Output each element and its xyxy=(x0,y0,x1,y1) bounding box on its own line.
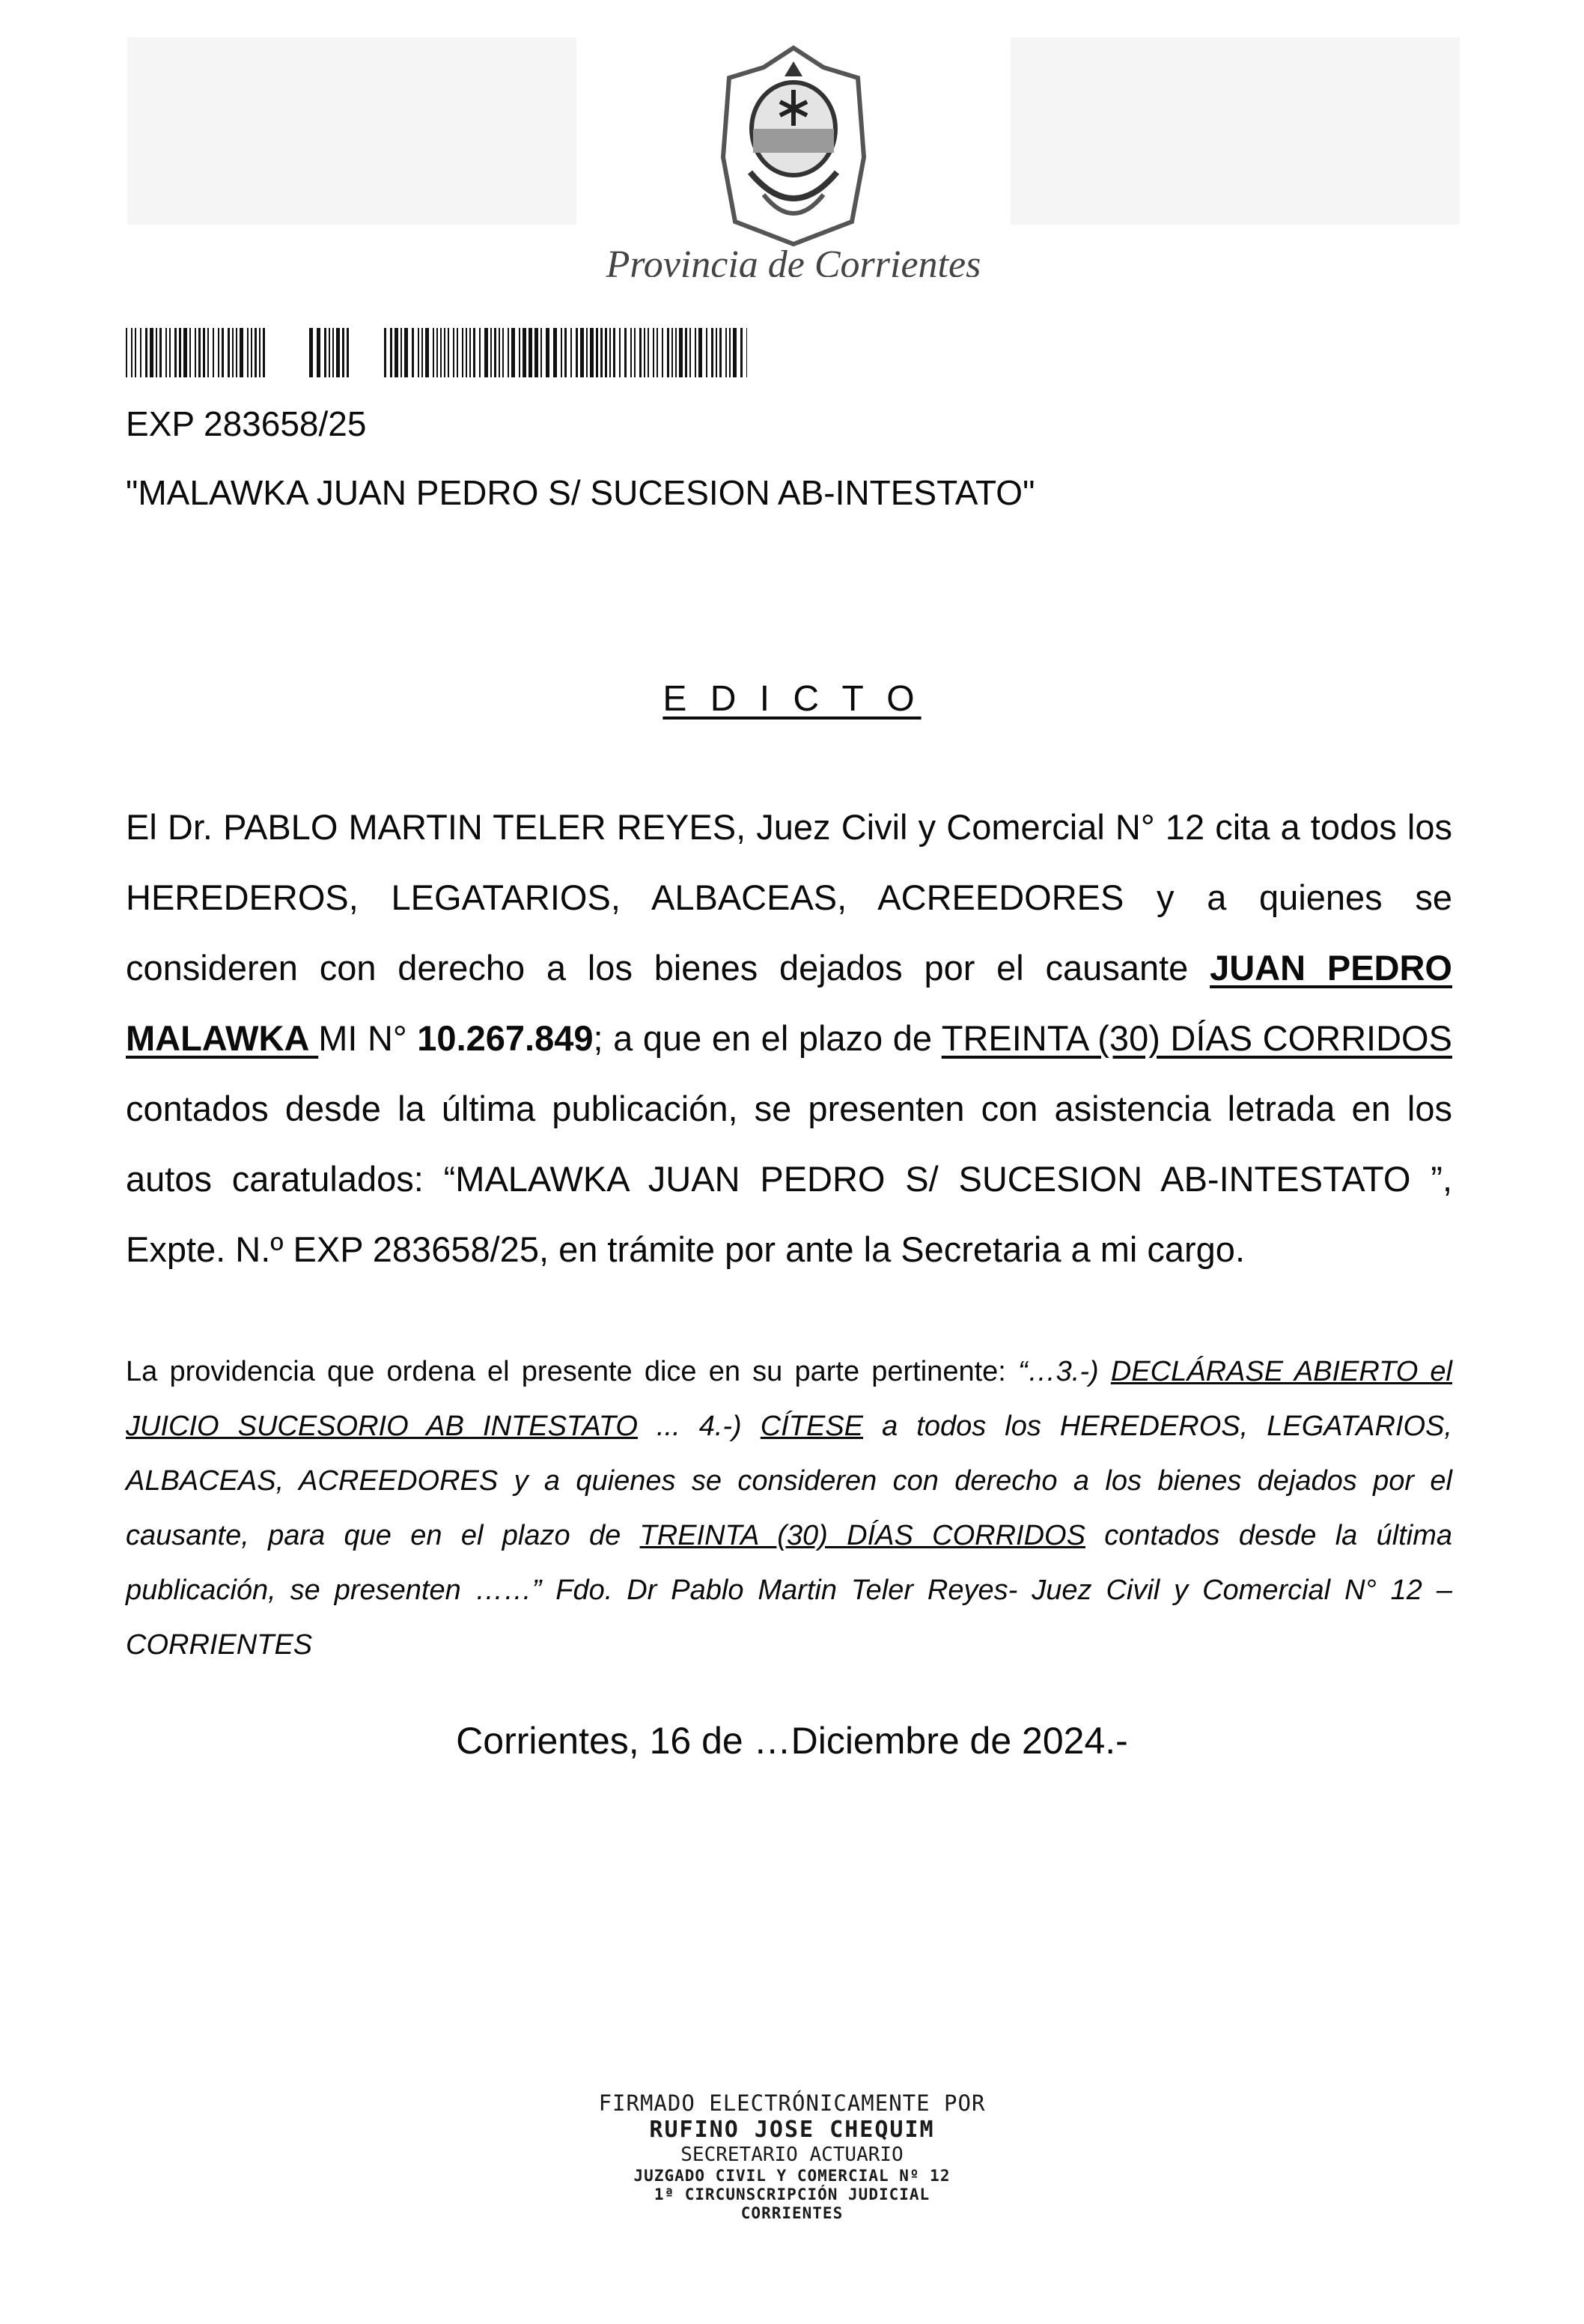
barcode-bar xyxy=(729,328,731,377)
barcode-bar xyxy=(586,328,588,377)
barcode-bar xyxy=(711,328,713,377)
order-quote-3: a todos los HEREDEROS, LEGATARIOS, ALBACEAS, ACREEDORES y a quienes se consideren con derecho a los bienes dejados por el causante, para que en el plazo de xyxy=(126,1411,1452,1551)
barcode-bar xyxy=(425,328,429,377)
electronic-signature-block xyxy=(0,2090,1584,2224)
barcode-bar xyxy=(145,328,147,377)
barcode-bar xyxy=(639,328,642,377)
order-excerpt xyxy=(126,1345,1452,1673)
barcode-bar xyxy=(695,328,696,377)
barcode-bar xyxy=(135,328,136,377)
barcode-bar xyxy=(528,328,532,377)
barcode-bar xyxy=(553,328,557,377)
barcode-bar xyxy=(634,328,636,377)
mi-label: MI N° xyxy=(318,1018,418,1058)
barcode-bar xyxy=(240,328,243,377)
order-quote-4: contados desde la última publicación, se presenten ……” Fdo. Dr Pablo Martin Teler Reyes- Juez Civil y Comercial N° 12 – CORRIENTES xyxy=(126,1520,1452,1661)
barcode-bar xyxy=(511,328,515,377)
barcode-bar xyxy=(561,328,562,377)
causante-name: JUAN PEDRO MALAWKA xyxy=(126,948,1452,1058)
barcode-bar xyxy=(644,328,645,377)
edict-body xyxy=(126,792,1452,1285)
barcode-bar xyxy=(570,328,572,377)
barcode-bar xyxy=(564,328,567,377)
barcode-bar xyxy=(126,328,127,377)
barcode-bar xyxy=(619,328,621,377)
barcode-bar xyxy=(324,328,326,377)
barcode-bar xyxy=(418,328,419,377)
barcode-bar xyxy=(484,328,488,377)
barcode-bar xyxy=(421,328,423,377)
barcode-bar xyxy=(189,328,191,377)
barcode-bar xyxy=(624,328,627,377)
barcode-bar xyxy=(400,328,402,377)
barcode-bar xyxy=(140,328,141,377)
barcode-bar xyxy=(218,328,219,377)
barcode-bar xyxy=(165,328,167,377)
signer-city: CORRIENTES xyxy=(740,2204,844,2223)
barcode-bar xyxy=(222,328,224,377)
barcode-bar xyxy=(580,328,584,377)
mi-number: 10.267.849 xyxy=(417,1018,594,1058)
barcode-bar xyxy=(259,328,261,377)
barcode-bar xyxy=(540,328,542,377)
barcode-bar xyxy=(228,328,230,377)
barcode-bar xyxy=(384,328,386,377)
barcode-bar xyxy=(499,328,500,377)
barcode-bar xyxy=(667,328,669,377)
barcode-bar xyxy=(706,328,707,377)
body-text-1: El Dr. PABLO MARTIN TELER REYES, Juez Civil y Comercial N° 12 cita a todos los HEREDEROS, LEGATARIOS, ALBACEAS, ACREEDORES y a quienes se consideren con derecho a los bienes dejados por el causante xyxy=(126,807,1452,988)
barcode-bar xyxy=(207,328,209,377)
barcode-bar xyxy=(453,328,454,377)
barcode-bar xyxy=(653,328,654,377)
case-caption: "MALAWKA JUAN PEDRO S/ SUCESION AB-INTESTATO" xyxy=(126,473,1035,512)
barcode-bar xyxy=(169,328,171,377)
faded-text-block-left xyxy=(127,37,576,225)
barcode-bar xyxy=(255,328,257,377)
barcode-bar xyxy=(183,328,187,377)
barcode-bar xyxy=(679,328,683,377)
barcode-bar xyxy=(746,328,747,377)
barcode-bar xyxy=(251,328,252,377)
barcode-bar xyxy=(502,328,504,377)
barcode-bar xyxy=(395,328,398,377)
barcode-bar xyxy=(440,328,442,377)
barcode-bar xyxy=(213,328,214,377)
barcode-bar xyxy=(309,328,313,377)
barcode-bar xyxy=(412,328,414,377)
barcode-bar xyxy=(236,328,237,377)
barcode-bar xyxy=(174,328,177,377)
barcode-bar xyxy=(433,328,434,377)
barcode-bar xyxy=(613,328,615,377)
barcode-bar xyxy=(156,328,157,377)
barcode-bar xyxy=(675,328,677,377)
barcode-bar xyxy=(329,328,330,377)
barcode-bar xyxy=(336,328,340,377)
barcode-bar xyxy=(490,328,492,377)
barcode-bar xyxy=(534,328,538,377)
faded-text-block-right xyxy=(1011,37,1460,225)
barcode-bar xyxy=(630,328,632,377)
barcode-bar xyxy=(671,328,673,377)
barcode-bar xyxy=(740,328,743,377)
barcode-bar xyxy=(605,328,607,377)
barcode-bar xyxy=(494,328,496,377)
barcode-bar xyxy=(523,328,526,377)
barcode-bar xyxy=(448,328,449,377)
signer-circumscription: 1ª CIRCUNSCRIPCIÓN JUDICIAL xyxy=(654,2185,930,2204)
barcode-bar xyxy=(347,328,349,377)
barcode-bar xyxy=(469,328,471,377)
barcode-bar xyxy=(473,328,475,377)
barcode-bar xyxy=(150,328,153,377)
barcode-bar xyxy=(457,328,458,377)
barcode-bar xyxy=(404,328,408,377)
body-text-2: ; a que en el plazo de xyxy=(593,1018,942,1058)
barcode-bar xyxy=(685,328,687,377)
letterhead xyxy=(127,30,1460,277)
barcode-bar xyxy=(462,328,463,377)
barcode-bar xyxy=(342,328,344,377)
barcode-bar xyxy=(131,328,132,377)
barcode-bar xyxy=(609,328,611,377)
barcode-bar xyxy=(716,328,717,377)
barcode-bar xyxy=(332,328,334,377)
barcode-bar xyxy=(689,328,691,377)
date-line: Corrientes, 16 de …Diciembre de 2024.- xyxy=(456,1720,1128,1762)
order-intro: La providencia que ordena el presente dice en su parte pertinente: xyxy=(126,1356,1019,1387)
barcode-bar xyxy=(662,328,663,377)
barcode-bar xyxy=(725,328,727,377)
signature-label: FIRMADO ELECTRÓNICAMENTE POR xyxy=(598,2090,986,2116)
barcode-bar xyxy=(159,328,162,377)
barcode-bar xyxy=(576,328,578,377)
barcode-bar xyxy=(590,328,594,377)
signer-name: RUFINO JOSE CHEQUIM xyxy=(649,2116,935,2143)
barcode-bar xyxy=(648,328,649,377)
barcode-bar xyxy=(596,328,598,377)
province-name: Provincia de Corrientes xyxy=(606,243,981,277)
barcode-bar xyxy=(508,328,509,377)
barcode-bar xyxy=(179,328,181,377)
order-plazo: TREINTA (30) DÍAS CORRIDOS xyxy=(639,1520,1085,1551)
order-quote-2: ... 4.-) xyxy=(637,1411,761,1442)
document-title: E D I C T O xyxy=(662,679,922,719)
barcode-bar xyxy=(390,328,392,377)
signer-role: SECRETARIO ACTUARIO xyxy=(680,2143,904,2166)
order-declarase: DECLÁRASE ABIERTO el JUICIO SUCESORIO AB INTESTATO xyxy=(126,1356,1452,1442)
barcode-bar xyxy=(247,328,249,377)
order-citese: CÍTESE xyxy=(760,1411,864,1442)
barcode-bar xyxy=(203,328,205,377)
coat-of-arms-icon xyxy=(711,45,876,247)
order-quote-1: “…3.-) xyxy=(1018,1356,1111,1387)
barcode-bar xyxy=(444,328,445,377)
expediente-number: EXP 283658/25 xyxy=(126,404,367,443)
signer-court: JUZGADO CIVIL Y COMERCIAL Nº 12 xyxy=(633,2166,951,2185)
barcode-bar xyxy=(466,328,467,377)
barcode xyxy=(126,328,747,377)
barcode-bar xyxy=(519,328,520,377)
barcode-bar xyxy=(232,328,234,377)
plazo-term: TREINTA (30) DÍAS CORRIDOS xyxy=(941,1018,1452,1058)
barcode-bar xyxy=(600,328,603,377)
barcode-bar xyxy=(698,328,702,377)
body-text-3: contados desde la última publicación, se presenten con asistencia letrada en los autos caratulados: “MALAWKA JUAN PEDRO S/ SUCESION AB-INTESTATO ”, Expte. N.º EXP 283658/25, en trámite por ante la Secretaria a mi cargo. xyxy=(126,1089,1452,1269)
barcode-bar xyxy=(317,328,320,377)
barcode-bar xyxy=(479,328,481,377)
barcode-bar xyxy=(436,328,438,377)
barcode-bar xyxy=(657,328,658,377)
barcode-bar xyxy=(733,328,737,377)
barcode-bar xyxy=(195,328,196,377)
barcode-bar xyxy=(198,328,201,377)
barcode-bar xyxy=(719,328,722,377)
barcode-bar xyxy=(546,328,549,377)
barcode-bar xyxy=(263,328,265,377)
